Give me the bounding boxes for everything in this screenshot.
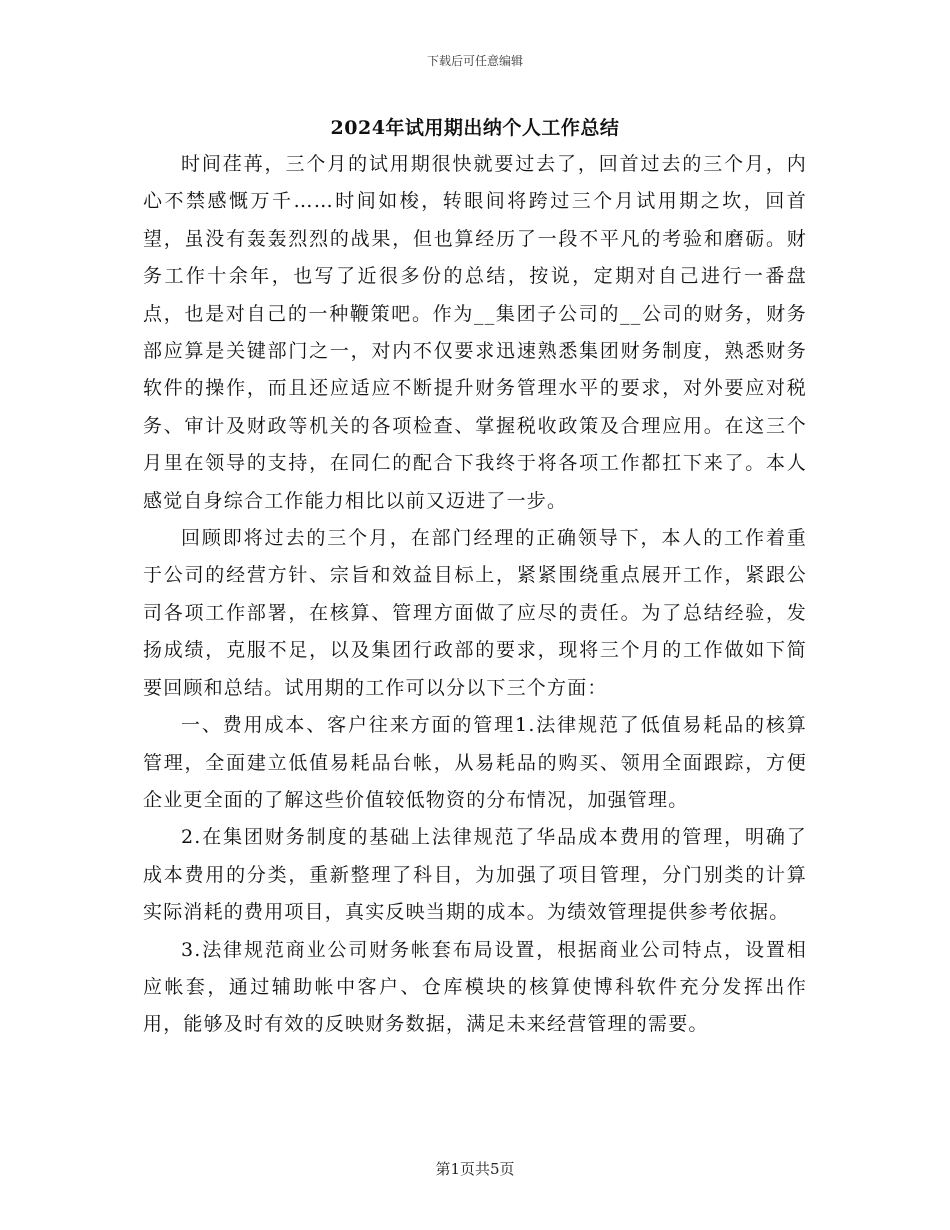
document-title: 2024年试用期出纳个人工作总结 — [330, 117, 620, 139]
page-number: 第1页共5页 — [435, 1160, 515, 1178]
paragraph-item-3: 3.法律规范商业公司财务帐套布局设置，根据商业公司特点，设置相应帐套，通过辅助帐中客户、仓库模块的核算使博科软件充分发挥出作用，能够及时有效的反映财务数据，满足未来经营管理的需要。 — [143, 938, 807, 1036]
document-body — [143, 146, 807, 1044]
paragraph-review: 回顾即将过去的三个月，在部门经理的正确领导下，本人的工作着重于公司的经营方针、宗旨和效益目标上，紧紧围绕重点展开工作，紧跟公司各项工作部署，在核算、管理方面做了应尽的责任。为了总结经验，发扬成绩，克服不足，以及集团行政部的要求，现将三个月的工作做如下简要回顾和总结。试用期的工作可以分以下三个方面： — [143, 527, 807, 699]
header-note: 下载后可任意编辑 — [426, 54, 523, 68]
paragraph-item-2: 2.在集团财务制度的基础上法律规范了华品成本费用的管理，明确了成本费用的分类，重新整理了科目，为加强了项目管理，分门别类的计算实际消耗的费用项目，真实反映当期的成本。为绩效管理提供参考依据。 — [143, 826, 807, 924]
paragraph-item-1: 一、费用成本、客户往来方面的管理1.法律规范了低值易耗品的核算管理，全面建立低值易耗品台帐，从易耗品的购买、领用全面跟踪，方便企业更全面的了解这些价值较低物资的分布情况，加强管理。 — [143, 714, 807, 811]
paragraph-intro: 时间荏苒，三个月的试用期很快就要过去了，回首过去的三个月，内心不禁感慨万千……时间如梭，转眼间将跨过三个月试用期之坎，回首望，虽没有轰轰烈烈的战果，但也算经历了一段不平凡的考验和磨砺。财务工作十余年，也写了近很多份的总结，按说，定期对自己进行一番盘点，也是对自己的一种鞭策吧。作为__集团子公司的__公司的财务，财务部应算是关键部门之一，对内不仅要求迅速熟悉集团财务制度，熟悉财务软件的操作，而且还应适应不断提升财务管理水平的要求，对外要应对税务、审计及财政等机关的各项检查、掌握税收政策及合理应用。在这三个月里在领导的支持，在同仁的配合下我终于将各项工作都扛下来了。本人感觉自身综合工作能力相比以前又迈进了一步。 — [143, 153, 807, 512]
